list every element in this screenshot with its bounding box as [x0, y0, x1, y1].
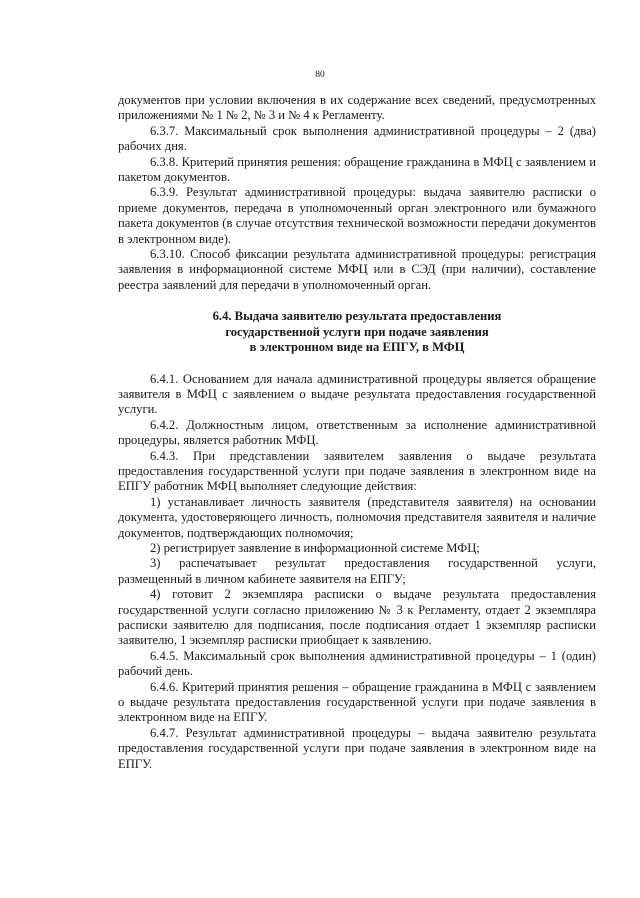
document-body: [118, 93, 596, 772]
heading-line: государственной услуги при подаче заявления: [225, 324, 489, 339]
list-item-2: 2) регистрирует заявление в информационной системе МФЦ;: [150, 540, 480, 555]
paragraph-6-3-10: 6.3.10. Способ фиксации результата административной процедуры: регистрация заявления в информационной системе МФЦ или в СЭД (при наличии), составление реестра заявлений для передачи в уполномоченный орган.: [118, 247, 596, 292]
paragraph-6-4-6: 6.4.6. Критерий принятия решения – обращение гражданина в МФЦ с заявлением о выдаче результата предоставления государственной услуги при подаче заявления в электронном виде на ЕПГУ.: [118, 679, 596, 725]
section-heading-6-4: [118, 309, 596, 355]
paragraph-6-4-5: 6.4.5. Максимальный срок выполнения административной процедуры – 1 (один) рабочий день.: [118, 648, 596, 679]
list-item-3: 3) распечатывает результат предоставления государственной услуги, размещенный в личном кабинете заявителя на ЕПГУ;: [118, 556, 596, 586]
heading-line: в электронном виде на ЕПГУ, в МФЦ: [249, 340, 465, 355]
paragraph-6-4-2: 6.4.2. Должностным лицом, ответственным за исполнение административной процедуры, является работник МФЦ.: [118, 417, 596, 448]
paragraph-continuation: документов при условии включения в их содержание всех сведений, предусмотренных приложениями № 1 № 2, № 3 и № 4 к Регламенту.: [118, 93, 596, 123]
heading-line: 6.4. Выдача заявителю результата предоставления: [212, 309, 502, 324]
paragraph-6-3-9: 6.3.9. Результат административной процедуры: выдача заявителю расписки о приеме документов, передача в уполномоченный орган электронного или бумажного пакета документов (в случае отсутствия технической возможности передачи документов в электронном виде).: [118, 185, 596, 246]
paragraph-6-4-7: 6.4.7. Результат административной процедуры – выдача заявителю результата предоставления государственной услуги при подаче заявления в электронном виде на ЕПГУ.: [118, 725, 596, 771]
paragraph-6-3-7: 6.3.7. Максимальный срок выполнения административной процедуры – 2 (два) рабочих дня.: [118, 123, 596, 154]
list-item-4: 4) готовит 2 экземпляра расписки о выдаче результата предоставления государственной услуги согласно приложению № 3 к Регламенту, отдает 2 экземпляра расписки заявителю для подписания, после подписания отдает 1 экземпляр расписки заявителю, 1 экземпляр расписки приобщает к заявлению.: [118, 587, 596, 648]
paragraph-6-4-3: 6.4.3. При представлении заявителем заявления о выдаче результата предоставления государственной услуги при подаче заявления в электронном виде на ЕПГУ работник МФЦ выполняет следующие действия:: [118, 448, 596, 494]
paragraph-6-3-8: 6.3.8. Критерий принятия решения: обращение гражданина в МФЦ с заявлением и пакетом документов.: [118, 154, 596, 185]
list-item-1: 1) устанавливает личность заявителя (представителя заявителя) на основании документа, удостоверяющего личность, полномочия представителя заявителя и наличие документов, подтверждающих полномочия;: [118, 494, 596, 540]
paragraph-6-4-1: 6.4.1. Основанием для начала административной процедуры является обращение заявителя в МФЦ с заявлением о выдаче результата предоставления государственной услуги.: [118, 371, 596, 417]
page-number: 80: [315, 70, 325, 80]
